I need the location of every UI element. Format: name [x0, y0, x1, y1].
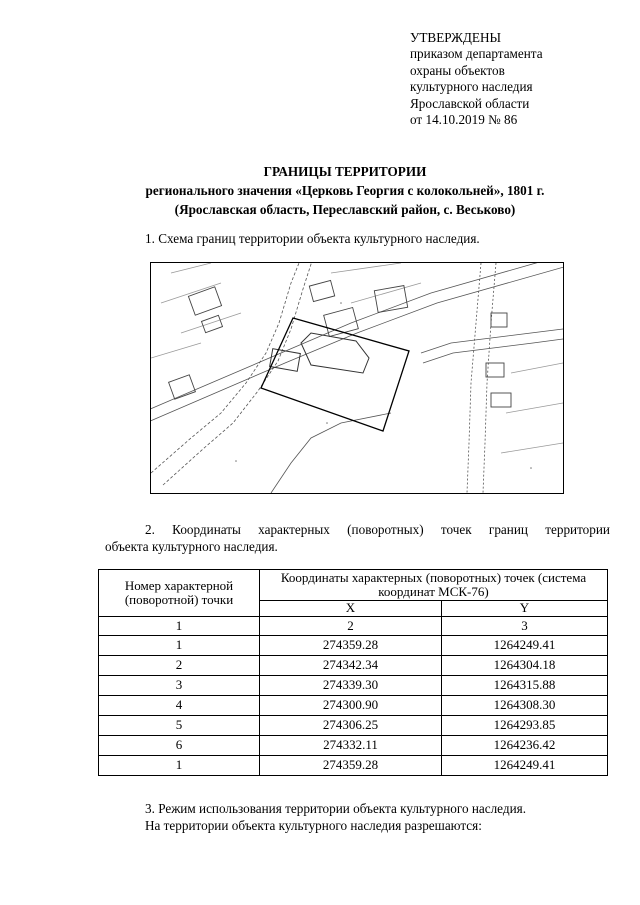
document-title	[60, 162, 630, 219]
y-cell: 1264315.88	[442, 676, 608, 696]
table-row	[99, 636, 608, 656]
point-cell: 4	[99, 696, 260, 716]
boundary-map-drawing	[151, 263, 563, 493]
table-row	[99, 676, 608, 696]
point-cell: 3	[99, 676, 260, 696]
point-cell: 5	[99, 716, 260, 736]
header-point-number: Номер характерной (поворотной) точки	[99, 570, 260, 617]
approval-line: Ярославской области	[410, 95, 530, 111]
approval-line: от 14.10.2019 № 86	[410, 112, 518, 128]
x-cell: 274332.11	[260, 736, 442, 756]
approval-line: культурного наследия	[410, 79, 533, 95]
y-cell: 1264304.18	[442, 656, 608, 676]
approval-line: охраны объектов	[410, 62, 505, 78]
index-cell: 1	[99, 617, 260, 636]
approval-stamp	[410, 30, 610, 128]
y-cell: 1264236.42	[442, 736, 608, 756]
table-index-row	[99, 617, 608, 636]
x-cell: 274339.30	[260, 676, 442, 696]
y-cell: 1264249.41	[442, 636, 608, 656]
table-row	[99, 736, 608, 756]
y-cell: 1264293.85	[442, 716, 608, 736]
y-cell: 1264249.41	[442, 756, 608, 776]
index-cell: 2	[260, 617, 442, 636]
section-1-text: 1. Схема границ территории объекта культурного наследия.	[145, 231, 480, 246]
header-x: X	[260, 601, 442, 617]
point-cell: 2	[99, 656, 260, 676]
table-row	[99, 696, 608, 716]
table-row	[99, 656, 608, 676]
section-3-line-1: 3. Режим использования территории объекта культурного наследия.	[145, 801, 526, 816]
boundary-map	[150, 262, 564, 494]
x-cell: 274359.28	[260, 756, 442, 776]
table-row	[99, 756, 608, 776]
section-2-line-1: 2. Координаты характерных (поворотных) точек границ территории	[145, 522, 610, 537]
x-cell: 274300.90	[260, 696, 442, 716]
table-row	[99, 716, 608, 736]
title-line-3: (Ярославская область, Переславский район, с. Веськово)	[174, 202, 516, 217]
coordinates-table	[98, 569, 608, 776]
x-cell: 274342.34	[260, 656, 442, 676]
index-cell: 3	[442, 617, 608, 636]
x-cell: 274359.28	[260, 636, 442, 656]
header-coordinates: Координаты характерных (поворотных) точек (система координат МСК-76)	[260, 570, 608, 601]
point-cell: 1	[99, 636, 260, 656]
approval-line: приказом департамента	[410, 46, 543, 62]
table-header-row	[99, 570, 608, 601]
title-line-2: регионального значения «Церковь Георгия с колокольней», 1801 г.	[145, 183, 545, 198]
title-line-1: ГРАНИЦЫ ТЕРРИТОРИИ	[263, 164, 427, 179]
point-cell: 6	[99, 736, 260, 756]
header-y: Y	[442, 601, 608, 617]
approval-line: УТВЕРЖДЕНЫ	[410, 30, 502, 45]
section-3-line-2: На территории объекта культурного наследия разрешаются:	[145, 818, 482, 833]
y-cell: 1264308.30	[442, 696, 608, 716]
section-2-line-2: объекта культурного наследия.	[105, 539, 278, 554]
point-cell: 1	[99, 756, 260, 776]
x-cell: 274306.25	[260, 716, 442, 736]
